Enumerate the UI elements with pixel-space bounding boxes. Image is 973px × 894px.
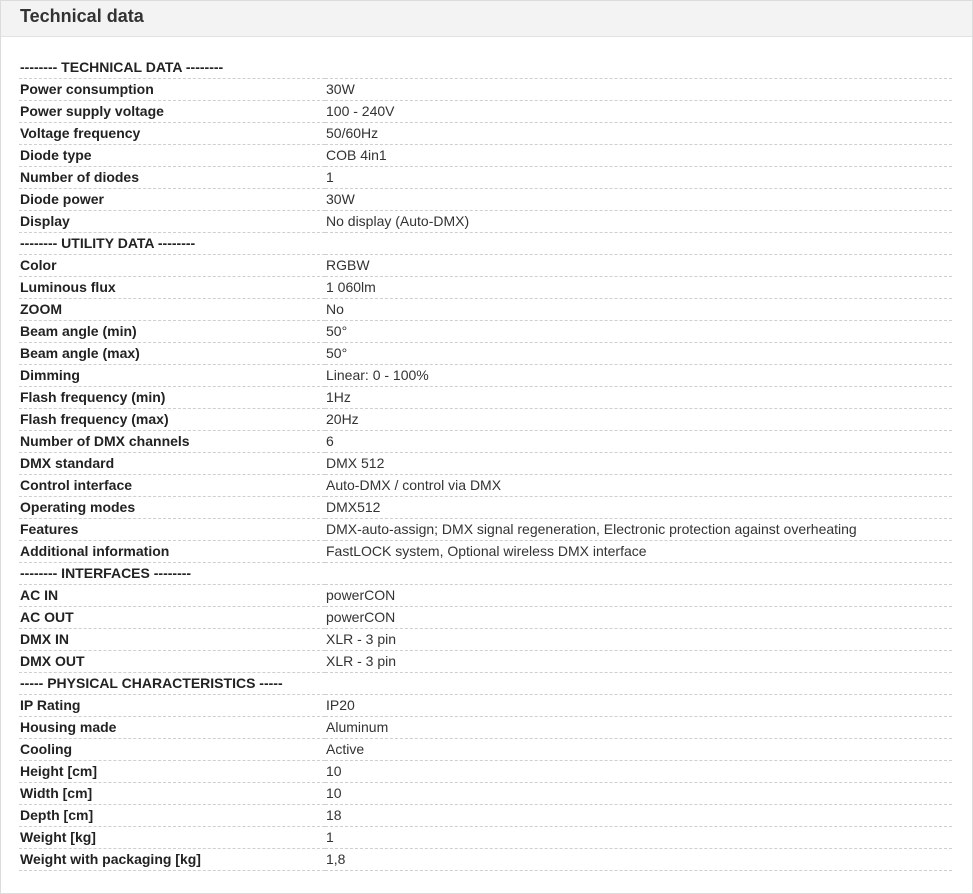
- table-row: [19, 497, 952, 519]
- spec-value: Auto-DMX / control via DMX: [325, 475, 952, 497]
- spec-label: Display: [19, 211, 325, 233]
- spec-value: 1 060lm: [325, 277, 952, 299]
- spec-value: DMX 512: [325, 453, 952, 475]
- spec-label: Beam angle (min): [19, 321, 325, 343]
- spec-value: 20Hz: [325, 409, 952, 431]
- panel-title: Technical data: [20, 6, 144, 26]
- table-row: [19, 453, 952, 475]
- spec-value: 30W: [325, 189, 952, 211]
- spec-label: Beam angle (max): [19, 343, 325, 365]
- table-row: [19, 79, 952, 101]
- spec-value: Aluminum: [325, 717, 952, 739]
- section-header: -------- TECHNICAL DATA --------: [19, 57, 952, 79]
- spec-label: Cooling: [19, 739, 325, 761]
- spec-value: 100 - 240V: [325, 101, 952, 123]
- spec-label: Luminous flux: [19, 277, 325, 299]
- spec-value: COB 4in1: [325, 145, 952, 167]
- spec-value: 6: [325, 431, 952, 453]
- spec-value: 1Hz: [325, 387, 952, 409]
- spec-value: Active: [325, 739, 952, 761]
- spec-label: Housing made: [19, 717, 325, 739]
- table-row: [19, 387, 952, 409]
- table-row: [19, 167, 952, 189]
- spec-label: Additional information: [19, 541, 325, 563]
- spec-value: RGBW: [325, 255, 952, 277]
- spec-value: powerCON: [325, 585, 952, 607]
- spec-label: DMX standard: [19, 453, 325, 475]
- spec-label: Width [cm]: [19, 783, 325, 805]
- spec-value: No display (Auto-DMX): [325, 211, 952, 233]
- section-header-row: [19, 673, 952, 695]
- table-row: [19, 409, 952, 431]
- spec-label: Power supply voltage: [19, 101, 325, 123]
- spec-value: Linear: 0 - 100%: [325, 365, 952, 387]
- spec-value: 1,8: [325, 849, 952, 871]
- table-row: [19, 211, 952, 233]
- table-row: [19, 717, 952, 739]
- spec-label: Color: [19, 255, 325, 277]
- section-header-row: [19, 57, 952, 79]
- table-row: [19, 145, 952, 167]
- spec-value: 18: [325, 805, 952, 827]
- table-row: [19, 739, 952, 761]
- spec-label: Operating modes: [19, 497, 325, 519]
- spec-value: XLR - 3 pin: [325, 651, 952, 673]
- spec-label: DMX OUT: [19, 651, 325, 673]
- spec-label: AC OUT: [19, 607, 325, 629]
- table-row: [19, 321, 952, 343]
- spec-label: Height [cm]: [19, 761, 325, 783]
- spec-label: Diode type: [19, 145, 325, 167]
- spec-value: powerCON: [325, 607, 952, 629]
- spec-label: Power consumption: [19, 79, 325, 101]
- table-row: [19, 255, 952, 277]
- table-row: [19, 651, 952, 673]
- spec-label: ZOOM: [19, 299, 325, 321]
- section-header: -------- UTILITY DATA --------: [19, 233, 952, 255]
- spec-label: Features: [19, 519, 325, 541]
- table-row: [19, 431, 952, 453]
- spec-label: Dimming: [19, 365, 325, 387]
- spec-value: 50/60Hz: [325, 123, 952, 145]
- spec-label: IP Rating: [19, 695, 325, 717]
- table-row: [19, 123, 952, 145]
- spec-value: FastLOCK system, Optional wireless DMX interface: [325, 541, 952, 563]
- table-row: [19, 101, 952, 123]
- spec-value: 1: [325, 167, 952, 189]
- spec-label: Voltage frequency: [19, 123, 325, 145]
- spec-value: No: [325, 299, 952, 321]
- spec-value: 10: [325, 761, 952, 783]
- spec-table: [19, 57, 952, 871]
- spec-value: 1: [325, 827, 952, 849]
- spec-label: Number of DMX channels: [19, 431, 325, 453]
- spec-label: Weight [kg]: [19, 827, 325, 849]
- spec-label: Diode power: [19, 189, 325, 211]
- spec-value: DMX512: [325, 497, 952, 519]
- spec-label: Flash frequency (min): [19, 387, 325, 409]
- spec-label: Weight with packaging [kg]: [19, 849, 325, 871]
- table-row: [19, 783, 952, 805]
- spec-value: IP20: [325, 695, 952, 717]
- section-header-row: [19, 563, 952, 585]
- spec-value: XLR - 3 pin: [325, 629, 952, 651]
- spec-label: Depth [cm]: [19, 805, 325, 827]
- table-row: [19, 343, 952, 365]
- table-row: [19, 607, 952, 629]
- table-row: [19, 365, 952, 387]
- spec-value: 10: [325, 783, 952, 805]
- spec-value: 50°: [325, 343, 952, 365]
- table-row: [19, 189, 952, 211]
- table-row: [19, 299, 952, 321]
- table-row: [19, 827, 952, 849]
- spec-label: Number of diodes: [19, 167, 325, 189]
- spec-label: AC IN: [19, 585, 325, 607]
- spec-value: DMX-auto-assign; DMX signal regeneration, Electronic protection against overheating: [325, 519, 952, 541]
- table-row: [19, 519, 952, 541]
- table-row: [19, 541, 952, 563]
- table-row: [19, 761, 952, 783]
- table-row: [19, 585, 952, 607]
- table-row: [19, 805, 952, 827]
- spec-value: 30W: [325, 79, 952, 101]
- section-header-row: [19, 233, 952, 255]
- spec-label: Control interface: [19, 475, 325, 497]
- spec-table-body: [19, 57, 952, 871]
- section-header: ----- PHYSICAL CHARACTERISTICS -----: [19, 673, 952, 695]
- table-row: [19, 475, 952, 497]
- spec-value: 50°: [325, 321, 952, 343]
- table-row: [19, 849, 952, 871]
- table-row: [19, 629, 952, 651]
- table-row: [19, 277, 952, 299]
- spec-label: Flash frequency (max): [19, 409, 325, 431]
- table-row: [19, 695, 952, 717]
- spec-label: DMX IN: [19, 629, 325, 651]
- panel-header: [1, 1, 972, 37]
- section-header: -------- INTERFACES --------: [19, 563, 952, 585]
